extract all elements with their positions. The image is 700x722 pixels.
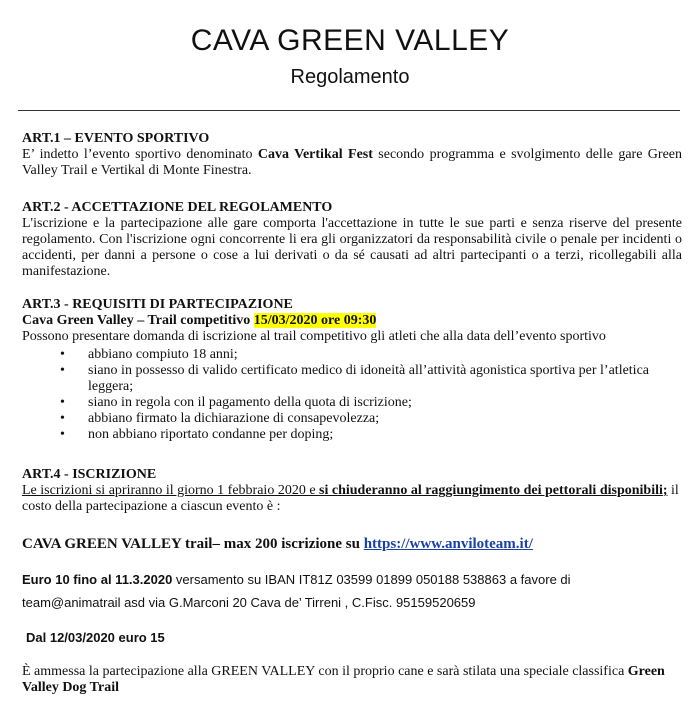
page-subtitle: Regolamento <box>290 66 410 88</box>
trail-label: CAVA GREEN VALLEY trail– max 200 iscrizione su <box>22 536 364 552</box>
art3-race-name: Cava Green Valley – Trail competitivo <box>22 313 254 328</box>
dog-trail-text: È ammessa la partecipazione alla GREEN VALLEY con il proprio cane e sarà stilata una speciale classifica <box>22 664 628 679</box>
fee-line <box>22 571 682 588</box>
registration-link[interactable]: https://www.anviloteam.it/ <box>363 536 533 552</box>
early-fee: Euro 10 fino al 11.3.2020 <box>22 572 173 587</box>
art1-paragraph <box>22 147 682 179</box>
art2-paragraph: L'iscrizione e la partecipazione alle gare comporta l'accettazione in tutte le sue parti e senza riserve del presente regolamento. Con l'iscrizione ogni concorrente li era gli organizzatori da responsabilità civile o penale per incidenti o accidenti, per danni a persone o cose a lui derivati o da sé causati ad altri partecipanti o a terzi, ricollegabili alla manifestazione. <box>22 216 682 279</box>
list-item: • siano in regola con il pagamento della quota di iscrizione; <box>60 395 684 411</box>
art4-registration-text <box>22 483 682 515</box>
art4-close-condition: si chiuderanno al raggiungimento dei pettorali disponibili <box>319 483 663 498</box>
art3-heading: ART.3 - REQUISITI DI PARTECIPAZIONE <box>22 297 293 312</box>
dog-trail-paragraph <box>22 664 682 696</box>
art3-race-date: 15/03/2020 ore 09:30 <box>253 313 377 328</box>
list-item: • siano in possesso di valido certificato medico di idoneità all’attività agonistica sportiva per l’atletica leggera; <box>60 363 684 395</box>
art4-open-date: Le iscrizioni si apriranno il giorno 1 febbraio 2020 e <box>22 483 320 498</box>
trail-registration-line <box>22 536 682 552</box>
fee-details: versamento su IBAN IT81Z 03599 01899 050188 538863 a favore di <box>172 572 571 587</box>
header-divider <box>18 110 680 111</box>
art4-heading: ART.4 - ISCRIZIONE <box>22 467 157 482</box>
list-item: • abbiano compiuto 18 anni; <box>60 347 684 363</box>
art1-text-b: secondo programma e svolgimento delle gare Green Valley Trail e Vertikal di Monte Finestra. <box>22 147 683 178</box>
requirements-list <box>60 347 684 443</box>
art1-heading: ART.1 – EVENTO SPORTIVO <box>22 131 210 146</box>
list-item: • abbiano firmato la dichiarazione di consapevolezza; <box>60 411 684 427</box>
dog-trail-name: Green Valley Dog Trail <box>22 664 665 695</box>
art4-cost-intro: il costo della partecipazione a ciascun evento è : <box>22 483 679 514</box>
art1-event-name: Cava Vertikal Fest <box>257 147 373 162</box>
list-item: • non abbiano riportato condanne per doping; <box>60 427 684 443</box>
page-title: CAVA GREEN VALLEY <box>190 24 510 57</box>
late-fee: Dal 12/03/2020 euro 15 <box>26 630 165 645</box>
art4-semicolon: ; <box>662 483 668 498</box>
art1-text-a: E’ indetto l’evento sportivo denominato <box>22 147 258 162</box>
fee-account-line: team@animatrail asd via G.Marconi 20 Cava de’ Tirreni , C.Fisc. 95159520659 <box>22 595 476 610</box>
art2-heading: ART.2 - ACCETTAZIONE DEL REGOLAMENTO <box>22 200 333 215</box>
art3-subheading <box>22 313 682 329</box>
art3-intro: Possono presentare domanda di iscrizione al trail competitivo gli atleti che alla data dell’evento sportivo <box>22 329 606 344</box>
